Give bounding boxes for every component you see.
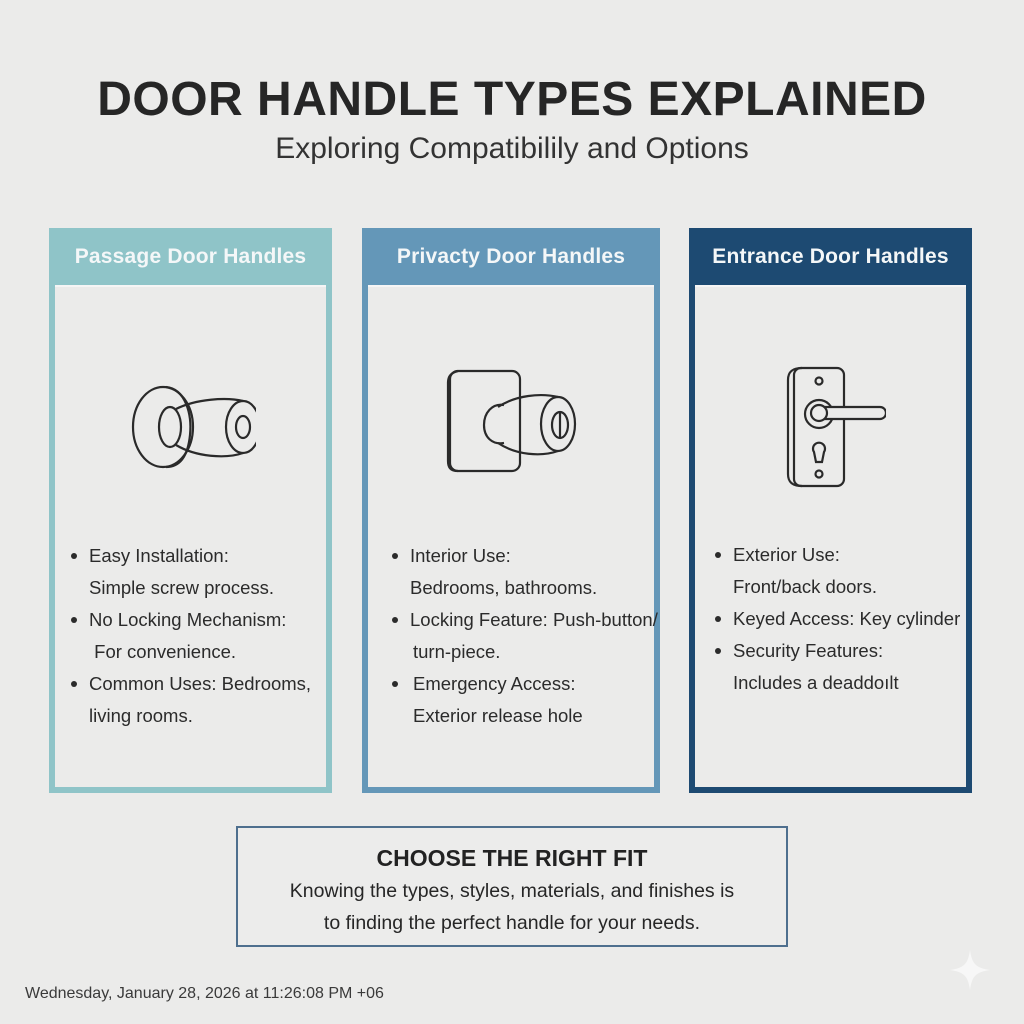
door-knob-icon bbox=[126, 375, 256, 475]
feature-item: Interior Use: Bedrooms, bathrooms. bbox=[388, 540, 658, 604]
callout-text: Knowing the types, styles, materials, and finishes is to finding the perfect handle for your needs. bbox=[289, 880, 735, 934]
feature-item: No Locking Mechanism: For convenience. bbox=[67, 604, 311, 668]
card-header: Passage Door Handles bbox=[49, 228, 332, 285]
feature-item: Emergency Access: Exterior release hole bbox=[388, 668, 658, 732]
card-entrance-door-handles bbox=[689, 228, 972, 793]
feature-item: Security Features: Includes a deaddoılt bbox=[711, 635, 960, 699]
feature-item: Common Uses: Bedrooms, living rooms. bbox=[67, 668, 311, 732]
timestamp: Wednesday, January 28, 2026 at 11:26:08 PM +06 bbox=[25, 985, 384, 1002]
choose-right-fit-callout bbox=[236, 826, 788, 947]
feature-item: Easy Installation: Simple screw process. bbox=[67, 540, 311, 604]
card-privacy-door-handles bbox=[362, 228, 660, 793]
page-subtitle: Exploring Compatibilily and Options bbox=[275, 132, 749, 165]
card-passage-door-handles bbox=[49, 228, 332, 793]
feature-item: Keyed Access: Key cylinder bbox=[711, 603, 960, 635]
privacy-knob-icon bbox=[436, 363, 586, 478]
feature-item: Exterior Use: Front/back doors. bbox=[711, 539, 960, 603]
card-header: Privacty Door Handles bbox=[362, 228, 660, 285]
lever-lock-icon bbox=[776, 362, 886, 492]
callout-title: CHOOSE THE RIGHT FIT bbox=[376, 845, 648, 871]
sparkle-icon bbox=[948, 948, 992, 992]
feature-item: Locking Feature: Push-button/ turn-piece. bbox=[388, 604, 658, 668]
card-header: Entrance Door Handles bbox=[689, 228, 972, 285]
page-title: DOOR HANDLE TYPES EXPLAINED bbox=[97, 73, 927, 126]
